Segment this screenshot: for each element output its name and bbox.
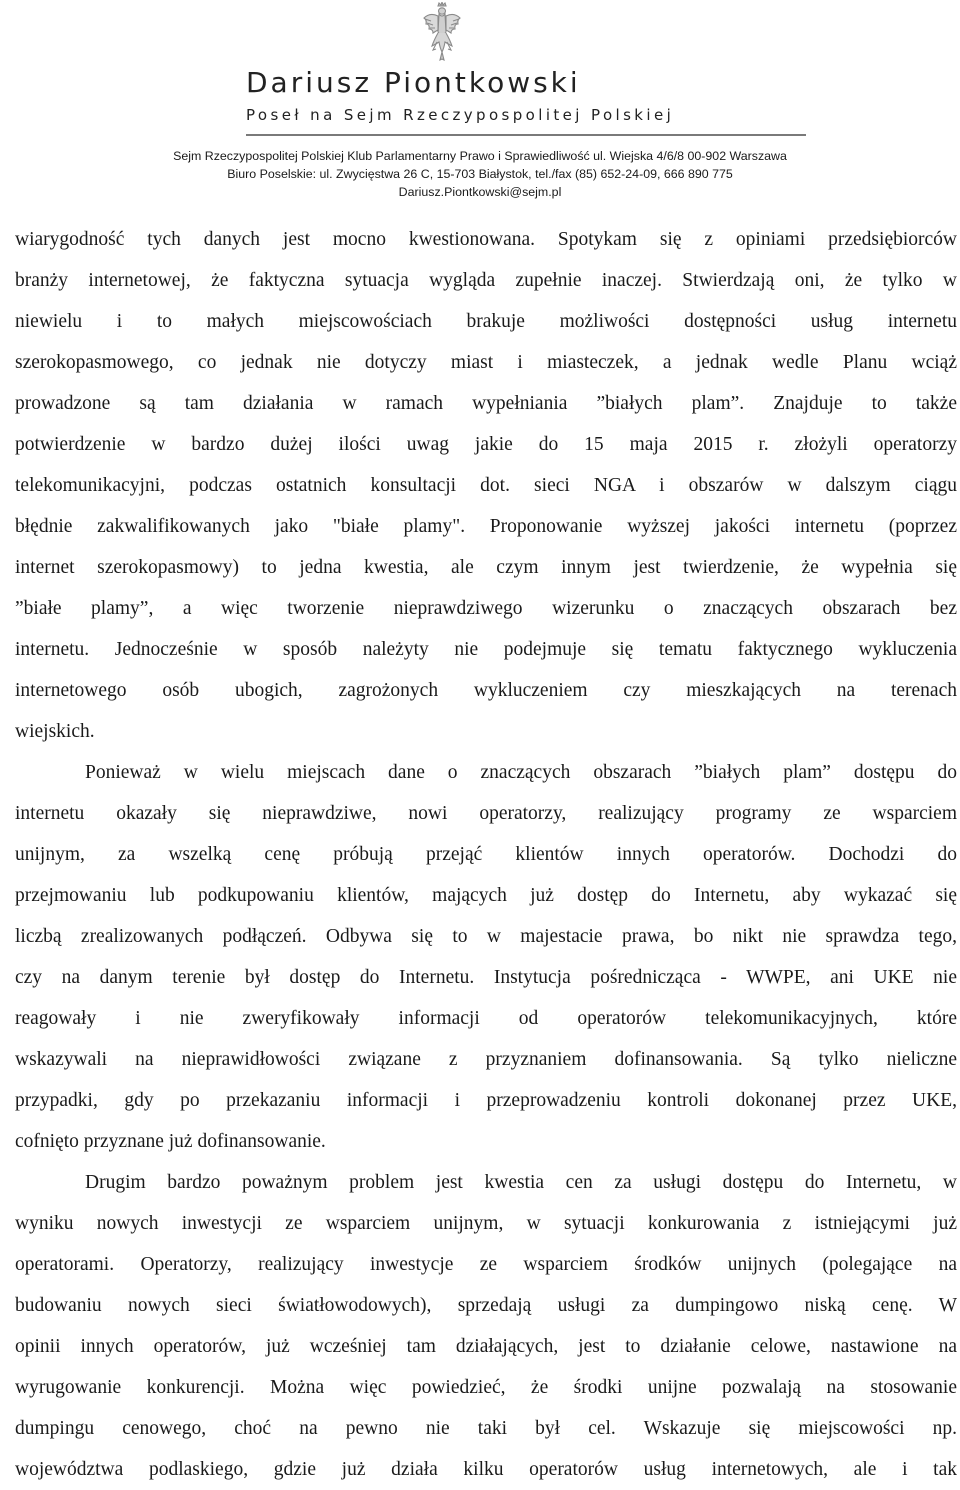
mp-role: Poseł na Sejm Rzeczypospolitej Polskiej [246, 106, 675, 124]
paragraph-end-line: cofnięto przyznane już dofinansowanie. [15, 1131, 326, 1152]
letterhead [0, 0, 960, 205]
body-line: przypadki, gdy po przekazaniu informacji i przeprowadzeniu kontroli dokonanej przez UKE, [15, 1090, 957, 1111]
body-line: wyniku nowych inwestycji ze wsparciem unijnym, w sytuacji konkurowania z istniejącymi już [15, 1213, 957, 1234]
header-divider [246, 134, 806, 136]
body-line: internetu okazały się nieprawdziwe, nowi operatorzy, realizujący programy ze wsparciem [15, 803, 957, 824]
body-line: województwa podlaskiego, gdzie już działa kilku operatorów usług internetowych, ale i tak [15, 1459, 957, 1480]
contact-email: Dariusz.Piontkowski@sejm.pl [398, 185, 562, 199]
contact-line-sejm: Sejm Rzeczypospolitej Polskiej Klub Parlamentarny Prawo i Sprawiedliwość ul. Wiejska 4/6/8 00-902 Warszawa [173, 149, 787, 163]
body-line: operatorami. Operatorzy, realizujący inwestycje ze wsparciem środków unijnych (polegające na [15, 1254, 957, 1275]
body-line: dumpingu cenowego, choć na pewno nie taki był cel. Wskazuje się miejscowości np. [15, 1418, 957, 1439]
body-line: szerokopasmowego, co jednak nie dotyczy miast i miasteczek, a jednak wedle Planu wciąż [15, 352, 957, 373]
body-line: błędnie zakwalifikowanych jako "białe plamy". Proponowanie wyższej jakości internetu (poprzez [15, 516, 957, 537]
body-line: ”białe plamy”, a więc tworzenie nieprawdziwego wizerunku o znaczących obszarach bez [15, 598, 957, 619]
body-line: wyrugowanie konkurencji. Można więc powiedzieć, że środki unijne pozwalają na stosowanie [15, 1377, 957, 1398]
body-line: czy na danym terenie był dostęp do Internetu. Instytucja pośrednicząca - WWPE, ani UKE nie [15, 967, 957, 988]
body-line: wskazywali na nieprawidłowości związane z przyznaniem dofinansowania. Są tylko nieliczne [15, 1049, 957, 1070]
mp-name: Dariusz Piontkowski [246, 66, 581, 99]
body-line: budowaniu nowych sieci światłowodowych), sprzedają usługi za dumpingowo niską cenę. W [15, 1295, 957, 1316]
polish-eagle-emblem-icon [422, 2, 462, 64]
body-line: branży internetowej, że faktyczna sytuacja wygląda zupełnie inaczej. Stwierdzają oni, że tylko w [15, 270, 957, 291]
body-line: wiarygodność tych danych jest mocno kwestionowana. Spotykam się z opiniami przedsiębiorców [15, 229, 957, 250]
paragraph-end-line: wiejskich. [15, 721, 95, 742]
body-line: prowadzone są tam działania w ramach wypełniania ”białych plam”. Znajduje to także [15, 393, 957, 414]
body-line: przejmowaniu lub podkupowaniu klientów, mających już dostęp do Internetu, aby wykazać się [15, 885, 957, 906]
paragraph-start-line: Drugim bardzo poważnym problem jest kwestia cen za usługi dostępu do Internetu, w [85, 1172, 957, 1193]
body-line: internetowego osób ubogich, zagrożonych wykluczeniem czy mieszkających na terenach [15, 680, 957, 701]
body-line: internet szerokopasmowy) to jedna kwestia, ale czym innym jest twierdzenie, że wypełnia się [15, 557, 957, 578]
body-line: internetu. Jednocześnie w sposób należyty nie podejmuje się tematu faktycznego wykluczenia [15, 639, 957, 660]
body-line: unijnym, za wszelką cenę próbują przejąć klientów innych operatorów. Dochodzi do [15, 844, 957, 865]
body-line: reagowały i nie zweryfikowały informacji od operatorów telekomunikacyjnych, które [15, 1008, 957, 1029]
body-line: niewielu i to małych miejscowościach brakuje możliwości dostępności usług internetu [15, 311, 957, 332]
paragraph-start-line: Ponieważ w wielu miejscach dane o znaczących obszarach ”białych plam” dostępu do [85, 762, 957, 783]
body-line: telekomunikacyjni, podczas ostatnich konsultacji dot. sieci NGA i obszarów w dalszym ciągu [15, 475, 957, 496]
contact-line-office: Biuro Poselskie: ul. Zwycięstwa 26 C, 15-703 Białystok, tel./fax (85) 652-24-09, 666 890 775 [227, 167, 733, 181]
body-line: potwierdzenie w bardzo dużej ilości uwag jakie do 15 maja 2015 r. złożyli operatorzy [15, 434, 957, 455]
body-line: liczbą zrealizowanych podłączeń. Odbywa się to w majestacie prawa, bo nikt nie sprawdza tego, [15, 926, 957, 947]
letter-body [15, 219, 957, 1490]
body-line: opinii innych operatorów, już wcześniej tam działających, jest to działanie celowe, nastawione na [15, 1336, 957, 1357]
